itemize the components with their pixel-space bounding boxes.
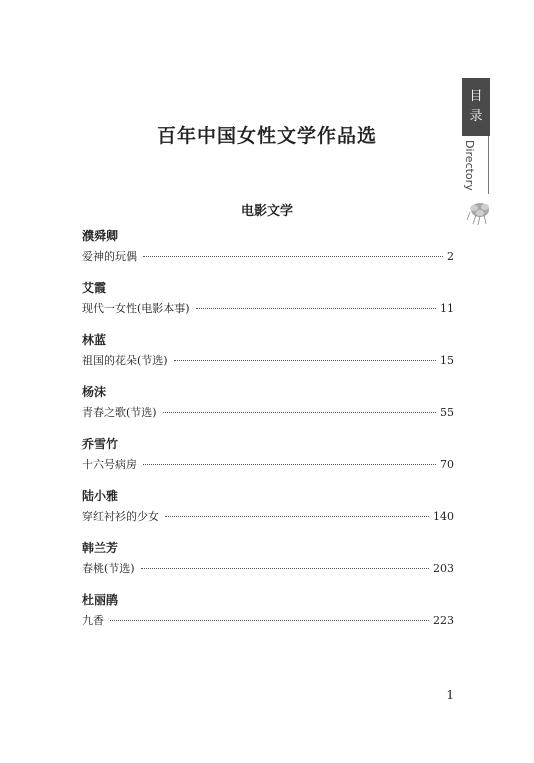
toc-entry (82, 384, 454, 436)
entry-line[interactable] (82, 509, 454, 525)
entry-page: 70 (440, 458, 454, 471)
contents-english-label: Directory (463, 140, 476, 191)
book-title: 百年中国女性文学作品选 (156, 125, 377, 147)
toc-list (82, 228, 454, 644)
entry-line[interactable] (82, 301, 454, 317)
toc-entry (82, 540, 454, 592)
contents-tab-label-bottom: 录 (469, 109, 483, 124)
entry-line[interactable] (82, 249, 454, 265)
entry-page: 55 (440, 406, 454, 419)
entry-line[interactable] (82, 405, 454, 421)
toc-entry (82, 280, 454, 332)
entry-title: 现代一女性(电影本事) (82, 302, 190, 315)
entry-author: 陆小雅 (82, 489, 119, 503)
entry-line[interactable] (82, 353, 454, 369)
entry-line[interactable] (82, 561, 454, 577)
entry-author: 林蓝 (82, 333, 107, 347)
dot-leader (141, 568, 429, 569)
toc-entry (82, 488, 454, 540)
entry-author: 韩兰芳 (82, 541, 119, 555)
dot-leader (165, 516, 429, 517)
entry-page: 11 (440, 302, 454, 315)
dot-leader (196, 308, 436, 309)
entry-line[interactable] (82, 613, 454, 629)
entry-page: 203 (433, 562, 454, 575)
entry-page: 2 (447, 250, 454, 263)
entry-title: 九香 (82, 614, 104, 627)
dot-leader (143, 256, 443, 257)
toc-entry (82, 436, 454, 488)
entry-author: 艾霞 (82, 281, 107, 295)
entry-title: 青春之歌(节选) (82, 406, 157, 419)
toc-entry (82, 332, 454, 384)
entry-line[interactable] (82, 457, 454, 473)
section-title: 电影文学 (240, 204, 293, 219)
entry-title: 祖国的花朵(节选) (82, 354, 168, 367)
contents-tab-label-top: 目 (469, 89, 483, 104)
entry-author: 杨沫 (82, 385, 107, 399)
entry-page: 15 (440, 354, 454, 367)
dot-leader (110, 620, 429, 621)
page-number: 1 (446, 688, 454, 702)
entry-title: 穿红衬衫的少女 (82, 510, 159, 523)
entry-title: 爱神的玩偶 (82, 250, 137, 263)
entry-author: 濮舜卿 (82, 229, 119, 243)
toc-entry (82, 228, 454, 280)
entry-title: 十六号病房 (82, 458, 137, 471)
entry-author: 乔雪竹 (82, 437, 119, 451)
dot-leader (174, 360, 436, 361)
toc-entry (82, 592, 454, 644)
entry-title: 春桃(节选) (82, 562, 135, 575)
entry-page: 140 (433, 510, 454, 523)
dot-leader (163, 412, 436, 413)
dot-leader (143, 464, 436, 465)
entry-author: 杜丽鹃 (82, 593, 119, 607)
entry-page: 223 (433, 614, 454, 627)
